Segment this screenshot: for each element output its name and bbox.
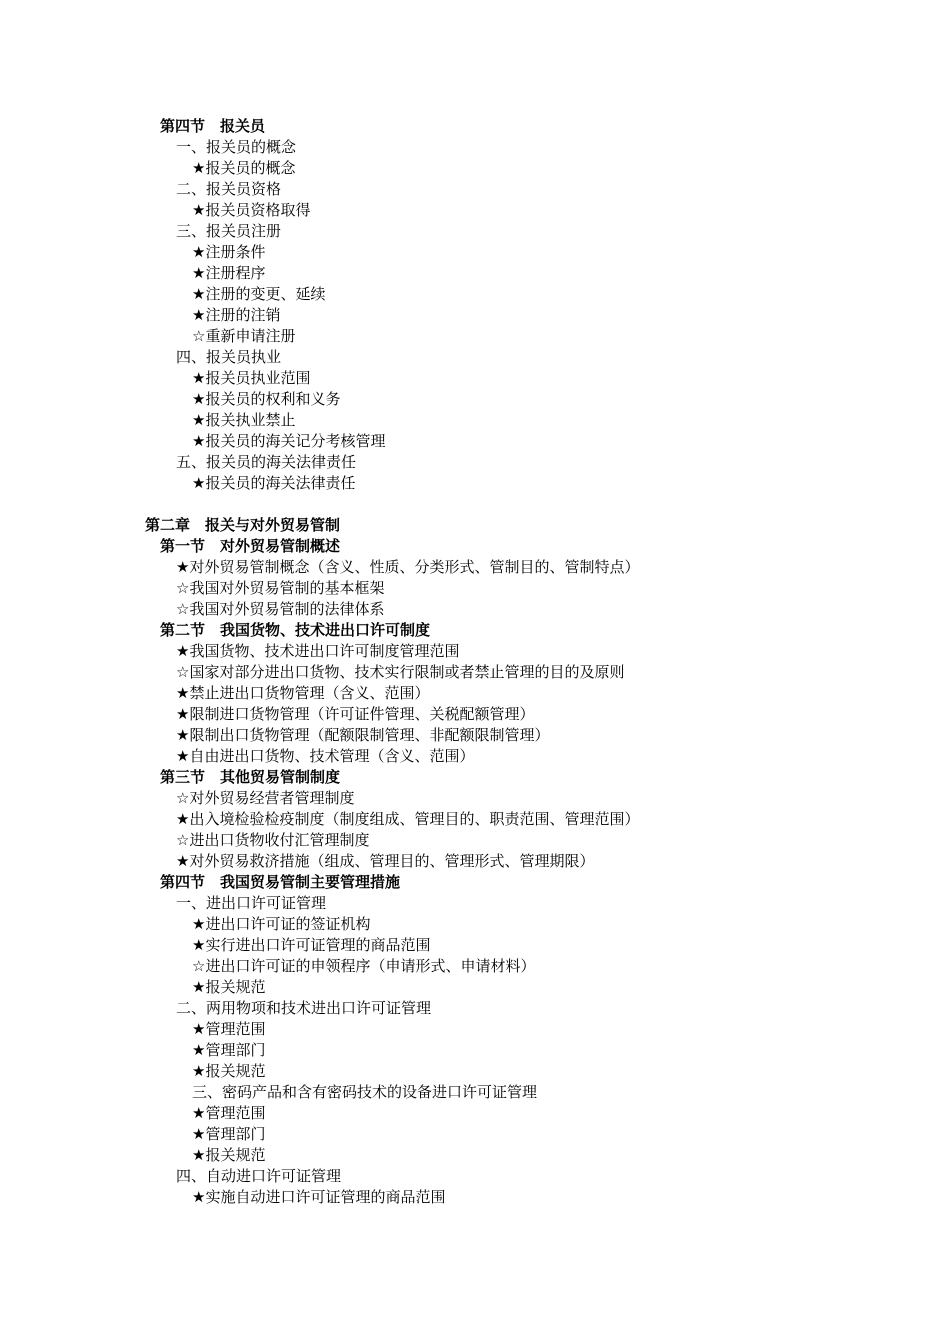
outline-subitem: ☆进出口许可证的申领程序（申请形式、申请材料） [192,957,536,975]
document-outline [0,116,950,1208]
outline-item: ☆我国对外贸易管制的法律体系 [176,600,385,618]
outline-item: 三、报关员注册 [176,222,282,240]
outline-subitem: ★管理范围 [192,1020,266,1038]
outline-item: ★禁止进出口货物管理（含义、范围） [176,684,430,702]
outline-subitem: 三、密码产品和含有密码技术的设备进口许可证管理 [192,1083,538,1101]
outline-item: ☆进出口货物收付汇管理制度 [176,831,370,849]
outline-subitem: ★注册条件 [192,243,266,261]
outline-subitem: ★报关员的概念 [192,159,296,177]
section-heading: 第二节 我国货物、技术进出口许可制度 [160,621,431,639]
section-heading: 第一节 对外贸易管制概述 [160,537,341,555]
outline-item: 一、报关员的概念 [176,138,297,156]
section-heading: 第四节 我国贸易管制主要管理措施 [160,873,401,891]
outline-item: 二、两用物项和技术进出口许可证管理 [176,999,432,1017]
outline-item: ★出入境检验检疫制度（制度组成、管理目的、职责范围、管理范围） [176,810,640,828]
outline-subitem: ★报关员的海关记分考核管理 [192,432,386,450]
outline-item: ☆我国对外贸易管制的基本框架 [176,579,385,597]
outline-subitem: ★报关员资格取得 [192,201,311,219]
outline-subitem: ★报关员的海关法律责任 [192,474,356,492]
outline-subitem: ☆重新申请注册 [192,327,296,345]
outline-item: ★对外贸易管制概念（含义、性质、分类形式、管制目的、管制特点） [176,558,640,576]
outline-subitem: ★进出口许可证的签证机构 [192,915,371,933]
outline-item: 二、报关员资格 [176,180,282,198]
outline-item: ★我国货物、技术进出口许可制度管理范围 [176,642,460,660]
outline-subitem: ★实行进出口许可证管理的商品范围 [192,936,431,954]
outline-subitem: ★报关规范 [192,978,266,996]
outline-subitem: ★管理部门 [192,1041,266,1059]
outline-subitem: ★报关执业禁止 [192,411,296,429]
outline-item: 一、进出口许可证管理 [176,894,327,912]
outline-item: 五、报关员的海关法律责任 [176,453,357,471]
outline-subitem: ★注册的注销 [192,306,281,324]
outline-subitem: ★管理范围 [192,1104,266,1122]
section-heading: 第三节 其他贸易管制制度 [160,768,341,786]
outline-subitem: ★报关员的权利和义务 [192,390,341,408]
outline-item: 四、自动进口许可证管理 [176,1167,342,1185]
outline-subitem: ★报关规范 [192,1146,266,1164]
outline-item: ★对外贸易救济措施（组成、管理目的、管理形式、管理期限） [176,852,595,870]
outline-subitem: ★注册程序 [192,264,266,282]
outline-subitem: ★报关规范 [192,1062,266,1080]
outline-item: ☆对外贸易经营者管理制度 [176,789,355,807]
outline-item: ★自由进出口货物、技术管理（含义、范围） [176,747,475,765]
section-heading: 第四节 报关员 [160,117,266,135]
chapter-heading: 第二章 报关与对外贸易管制 [145,516,341,534]
outline-item: ★限制出口货物管理（配额限制管理、非配额限制管理） [176,726,550,744]
outline-subitem: ★管理部门 [192,1125,266,1143]
blank-line [0,494,950,515]
outline-item: ☆国家对部分进出口货物、技术实行限制或者禁止管理的目的及原则 [176,663,625,681]
outline-subitem: ★实施自动进口许可证管理的商品范围 [192,1188,446,1206]
outline-item: 四、报关员执业 [176,348,282,366]
outline-subitem: ★报关员执业范围 [192,369,311,387]
outline-subitem: ★注册的变更、延续 [192,285,326,303]
outline-item: ★限制进口货物管理（许可证件管理、关税配额管理） [176,705,535,723]
